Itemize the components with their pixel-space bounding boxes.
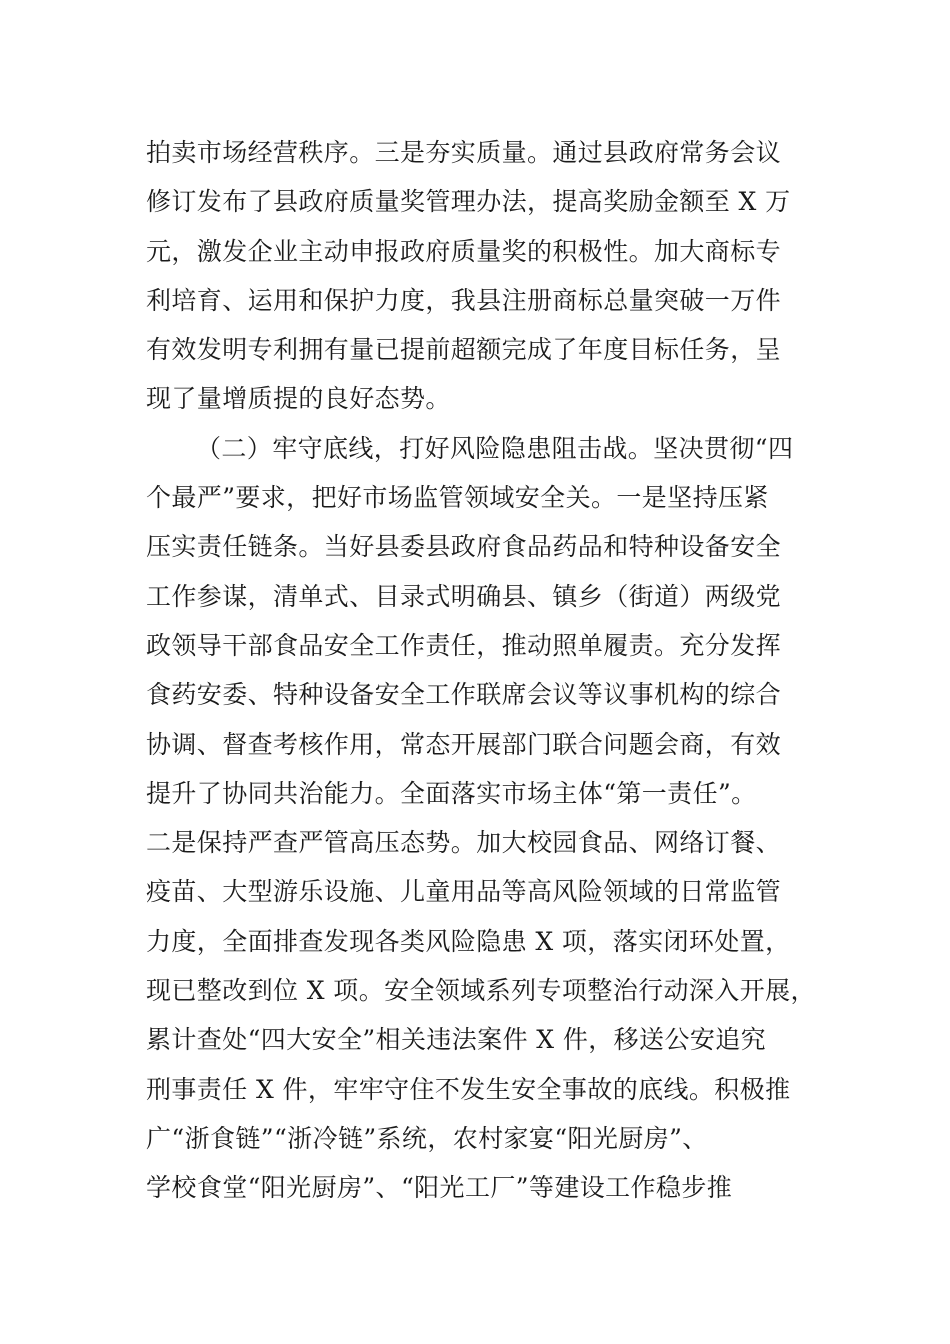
body-text — [146, 128, 826, 1213]
text-line: 现已整改到位 X 项。安全领域系列专项整治行动深入开展， — [146, 976, 816, 1006]
text-line: 广“浙食链”“浙冷链”系统，农村家宴“阳光厨房”、 — [146, 1123, 708, 1153]
text-line: 工作参谋，清单式、目录式明确县、镇乡（街道）两级党 — [146, 581, 782, 611]
text-line: 提升了协同共治能力。全面落实市场主体“第一责任”。 — [146, 778, 757, 808]
text-line: 累计查处“四大安全”相关违法案件 X 件，移送公安追究 — [146, 1025, 767, 1055]
text-line: 利培育、运用和保护力度，我县注册商标总量突破一万件 — [146, 285, 782, 315]
text-line: 二是保持严查严管高压态势。加大校园食品、网络订餐、 — [146, 828, 782, 858]
text-line: 压实责任链条。当好县委县政府食品药品和特种设备安全 — [146, 532, 782, 562]
text-line: 政领导干部食品安全工作责任，推动照单履责。充分发挥 — [146, 630, 782, 660]
section-heading-line: （二）牢守底线，打好风险隐患阻击战。坚决贯彻“四 — [196, 433, 794, 463]
text-line: 现了量增质提的良好态势。 — [146, 384, 451, 414]
text-line: 修订发布了县政府质量奖管理办法，提高奖励金额至 X 万 — [146, 187, 791, 217]
text-line: 学校食堂“阳光厨房”、“阳光工厂”等建设工作稳步推 — [146, 1173, 733, 1203]
text-line: 协调、督查考核作用，常态开展部门联合问题会商，有效 — [146, 729, 782, 759]
text-line: 刑事责任 X 件，牢牢守住不发生安全事故的底线。积极推 — [146, 1074, 791, 1104]
text-line: 食药安委、特种设备安全工作联席会议等议事机构的综合 — [146, 680, 782, 710]
text-line: 个最严”要求，把好市场监管领域安全关。一是坚持压紧 — [146, 483, 769, 513]
text-line: 元，激发企业主动申报政府质量奖的积极性。加大商标专 — [146, 236, 782, 266]
text-line: 拍卖市场经营秩序。三是夯实质量。通过县政府常务会议 — [146, 138, 782, 167]
text-line: 疫苗、大型游乐设施、儿童用品等高风险领域的日常监管 — [146, 877, 782, 907]
text-line: 有效发明专利拥有量已提前超额完成了年度目标任务，呈 — [146, 335, 782, 365]
text-line: 力度，全面排查发现各类风险隐患 X 项，落实闭环处置， — [146, 926, 791, 956]
